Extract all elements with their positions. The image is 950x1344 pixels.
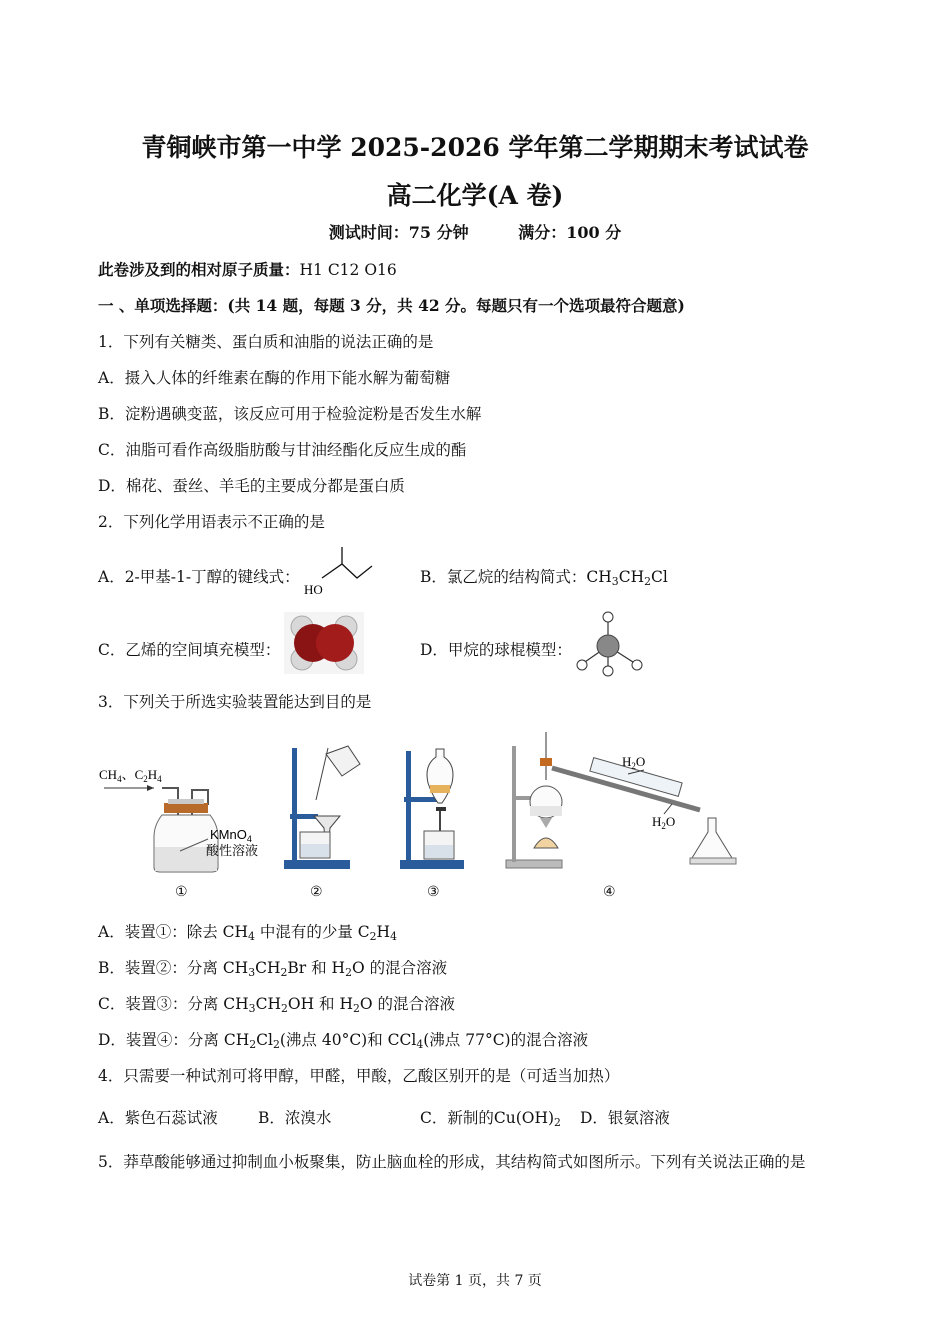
ethylene-space-filling-model (284, 612, 364, 674)
exam-time: 测试时间：75 分钟 (328, 223, 469, 242)
q3-option-c: C．装置③：分离 $CH_3CH_2OH$ 和 $H_2O$ 的混合溶液 (98, 995, 456, 1015)
apparatus-label-1: ① (175, 884, 188, 900)
apparatus-label-4: ④ (603, 884, 616, 900)
q2-stem: 2．下列化学用语表示不正确的是 (98, 513, 325, 531)
apparatus-label-3: ③ (427, 884, 440, 900)
ho-label: HO (304, 582, 323, 597)
apparatus-3-separatory-funnel (398, 745, 468, 873)
skeletal-formula-diagram (300, 544, 380, 599)
water-outlet-label: $H_2O$ (622, 754, 646, 771)
apparatus-label-2: ② (310, 884, 323, 900)
q2-option-c: C．乙烯的空间填充模型： (98, 641, 281, 659)
water-inlet-label: $H_2O$ (652, 814, 676, 831)
apparatus-1-gas-washing-bottle (96, 755, 276, 880)
q2-option-b (420, 565, 668, 588)
q1-option-a: A．摄入人体的纤维素在酶的作用下能水解为葡萄糖 (98, 369, 451, 387)
exam-score: 满分：100 分 (518, 223, 622, 242)
q3-option-a: A．装置①：除去 $CH_4$ 中混有的少量 $C_2H_4$ (98, 923, 397, 943)
q5-stem: 5．莽草酸能够通过抑制血小板聚集，防止脑血栓的形成，其结构简式如图所示。下列有关说法正确的是 (98, 1153, 806, 1171)
atomic-mass-values: H1 C12 O16 (299, 261, 397, 279)
chloroethane-formula: $CH_3CH_2Cl$ (586, 568, 668, 588)
q4-stem: 4．只需要一种试剂可将甲醇，甲醛，甲酸，乙酸区别开的是（可适当加热） (98, 1067, 620, 1085)
q4-option-a: A．紫色石蕊试液 (98, 1109, 218, 1127)
q1-option-d: D．棉花、蚕丝、羊毛的主要成分都是蛋白质 (98, 477, 405, 495)
q4-option-d: D．银氨溶液 (580, 1109, 670, 1127)
methane-ball-stick-model (570, 608, 650, 678)
apparatus-4-distillation (500, 728, 740, 873)
apparatus-2-filtration (282, 738, 362, 873)
atomic-mass-line (98, 258, 397, 280)
section-heading: 一 、单项选择题：(共 14 题，每题 3 分，共 42 分。每题只有一个选项最符合题意) (98, 296, 685, 315)
q4-option-b: B．浓溴水 (258, 1109, 332, 1127)
q2-option-a: A．2-甲基-1-丁醇的键线式： (98, 568, 300, 586)
q3-stem: 3．下列关于所选实验装置能达到目的是 (98, 693, 372, 711)
q3-option-d: D．装置④：分离 $CH_2Cl_2$(沸点 40°C)和 CCl$_4$(沸点 77°C)的混合溶液 (98, 1031, 589, 1051)
q3-option-b: B．装置②：分离 $CH_3CH_2Br$ 和 $H_2O$ 的混合溶液 (98, 959, 448, 979)
exam-info (0, 220, 950, 243)
q1-option-c: C．油脂可看作高级脂肪酸与甘油经酯化反应生成的酯 (98, 441, 467, 459)
copper-hydroxide-formula: Cu(OH) (493, 1109, 555, 1127)
q4-option-c: C．新制的$Cu(OH)_2$ (420, 1109, 561, 1129)
atomic-mass-label: 此卷涉及到的相对原子质量： (98, 260, 300, 279)
exam-title: 青铜峡市第一中学 2025-2026 学年第二学期期末考试试卷 (141, 133, 809, 162)
q2-option-d: D．甲烷的球棍模型： (420, 641, 572, 659)
gas-label: $CH_4$、$C_2H_4$ (99, 767, 162, 784)
acid-solution-label: 酸性溶液 (206, 843, 259, 858)
page-footer: 试卷第 1 页，共 7 页 (408, 1273, 542, 1289)
q2-option-b-text: B．氯乙烷的结构简式： (420, 568, 587, 586)
exam-subtitle: 高二化学(A 卷) (386, 181, 564, 210)
q1-option-b: B．淀粉遇碘变蓝，该反应可用于检验淀粉是否发生水解 (98, 405, 482, 423)
kmno4-label: KMnO$_4$ (210, 827, 252, 844)
q1-stem: 1．下列有关糖类、蛋白质和油脂的说法正确的是 (98, 333, 434, 351)
